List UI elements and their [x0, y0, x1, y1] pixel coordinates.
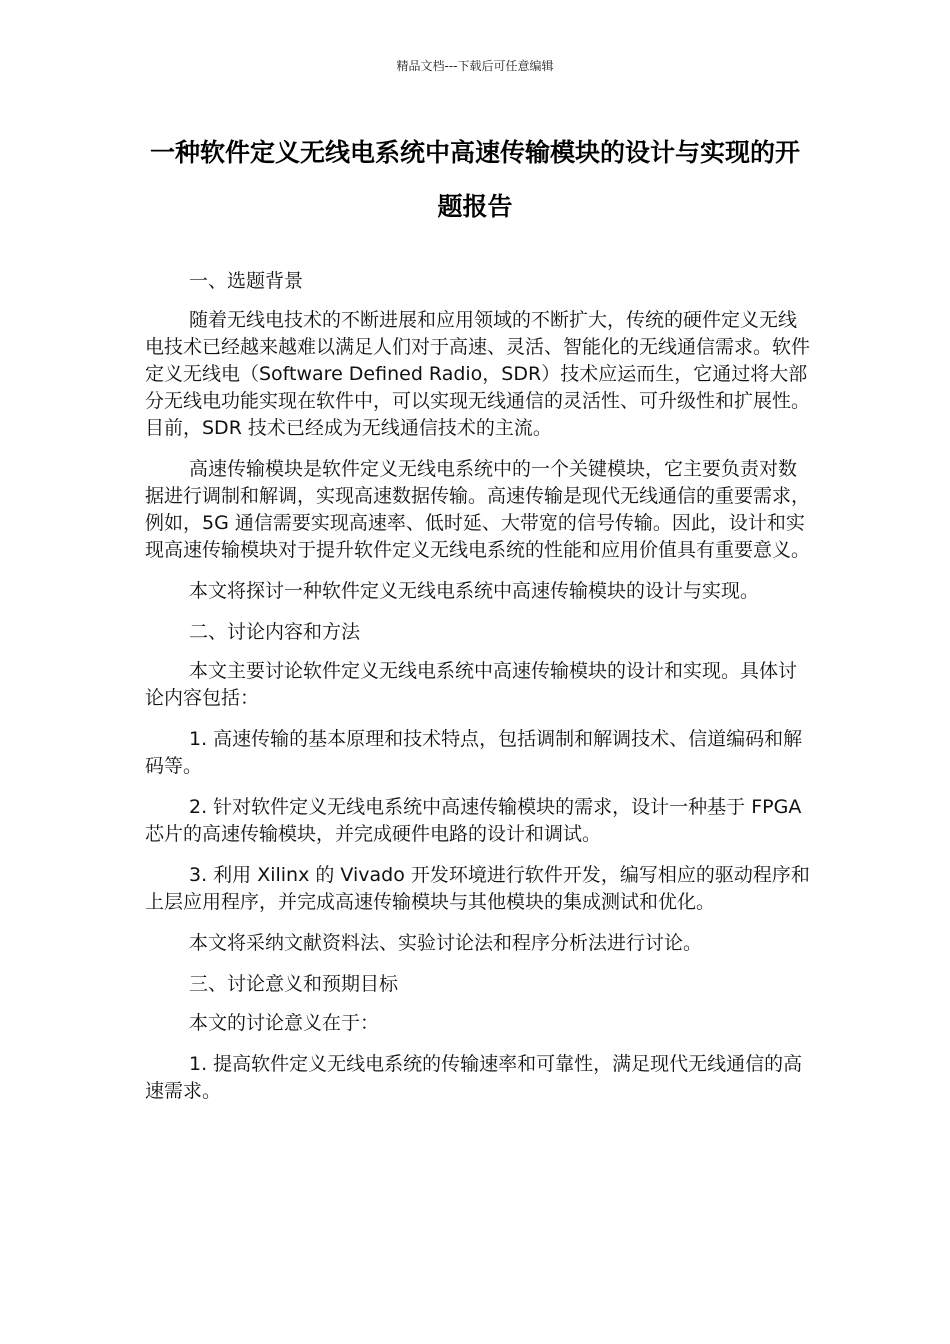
list-item-significance-1: 1. 提高软件定义无线电系统的传输速率和可靠性，满足现代无线通信的高速需求。: [145, 1053, 803, 1102]
list-item-principles: 1. 高速传输的基本原理和技术特点，包括调制和解调技术、信道编码和解码等。: [145, 728, 803, 777]
list-item-vivado-software: 3. 利用 Xilinx 的 Vivado 开发环境进行软件开发，编写相应的驱动程序和上层应用程序，并完成高速传输模块与其他模块的集成测试和优化。: [145, 864, 810, 913]
paragraph-significance-intro: 本文的讨论意义在于：: [189, 1012, 380, 1034]
section-heading-background: 一、选题背景: [189, 270, 304, 292]
paragraph-sdr-intro: 随着无线电技术的不断进展和应用领域的不断扩大，传统的硬件定义无线电技术已经越来越难以满足人们对于高速、灵活、智能化的无线通信需求。软件定义无线电（Software Defined Radio，SDR）技术应运而生，它通过将大部分无线电功能实现在软件中，可以实现无线通信的灵活性、可升级性和扩展性。目前，SDR 技术已经成为无线通信技术的主流。: [145, 309, 811, 439]
paragraph-paper-purpose: 本文将探讨一种软件定义无线电系统中高速传输模块的设计与实现。: [189, 580, 760, 602]
section-heading-content-method: 二、讨论内容和方法: [189, 621, 361, 643]
paragraph-content-summary: 本文主要讨论软件定义无线电系统中高速传输模块的设计和实现。具体讨论内容包括：: [145, 660, 798, 709]
page-header: 精品文档---下载后可任意编辑: [396, 59, 554, 73]
document-title: 一种软件定义无线电系统中高速传输模块的设计与实现的开题报告: [149, 138, 800, 221]
list-item-fpga-design: 2. 针对软件定义无线电系统中高速传输模块的需求，设计一种基于 FPGA 芯片的高速传输模块，并完成硬件电路的设计和调试。: [145, 796, 802, 845]
section-heading-significance: 三、讨论意义和预期目标: [189, 973, 399, 995]
document-body: [145, 268, 810, 1119]
paragraph-methods: 本文将采纳文献资料法、实验讨论法和程序分析法进行讨论。: [189, 932, 703, 954]
paragraph-high-speed-module: 高速传输模块是软件定义无线电系统中的一个关键模块，它主要负责对数据进行调制和解调，实现高速数据传输。高速传输是现代无线通信的重要需求，例如，5G 通信需要实现高速率、低时延、大带宽的信号传输。因此，设计和实现高速传输模块对于提升软件定义无线电系统的性能和应用价值具有重要意义。: [145, 458, 811, 561]
